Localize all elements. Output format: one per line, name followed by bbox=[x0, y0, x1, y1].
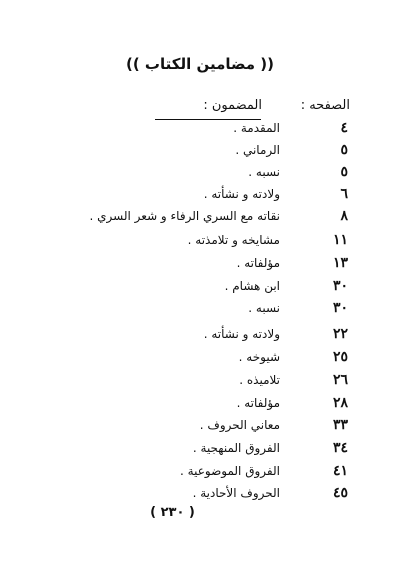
toc-page-number: ٣٠ bbox=[332, 278, 348, 294]
toc-entry: نسبه . bbox=[248, 301, 280, 315]
page-column-header: الصفحه : bbox=[300, 98, 350, 113]
toc-entry: المقدمة . bbox=[233, 121, 280, 135]
toc-header bbox=[150, 98, 350, 118]
toc-row bbox=[0, 255, 400, 275]
toc-entry: الحروف الأحادية . bbox=[192, 486, 280, 500]
toc-row bbox=[0, 372, 400, 392]
toc-page-number: ٢٦ bbox=[332, 372, 348, 388]
toc-row bbox=[0, 300, 400, 320]
toc-row bbox=[0, 440, 400, 460]
toc-entry: الفروق الموضوعية . bbox=[180, 464, 280, 478]
toc-entry: نسبه . bbox=[248, 165, 280, 179]
toc-row bbox=[0, 232, 400, 252]
toc-entry: نقاته مع السري الرفاء و شعر السري . bbox=[89, 209, 280, 223]
toc-row bbox=[0, 120, 400, 140]
toc-entry: ابن هشام . bbox=[224, 279, 280, 293]
toc-page-number: ١٣ bbox=[332, 255, 348, 271]
toc-entry: معاني الحروف . bbox=[199, 418, 280, 432]
page-title: (( مضامين الكتاب )) bbox=[125, 55, 275, 73]
toc-row bbox=[0, 395, 400, 415]
toc-entry: تلاميذه . bbox=[239, 373, 280, 387]
toc-page-number: ٢٢ bbox=[332, 326, 348, 342]
toc-entry: الرماني . bbox=[235, 143, 280, 157]
toc-row bbox=[0, 208, 400, 228]
table-of-contents bbox=[0, 120, 400, 500]
toc-entry: شيوخه . bbox=[238, 350, 280, 364]
toc-page-number: ٢٨ bbox=[332, 395, 348, 411]
page-number-footer: ( ٢٣٠ ) bbox=[150, 505, 195, 520]
toc-page-number: ٥ bbox=[340, 142, 348, 158]
toc-row bbox=[0, 326, 400, 346]
toc-row bbox=[0, 186, 400, 206]
toc-page-number: ٦ bbox=[340, 186, 348, 202]
toc-entry: الفروق المنهجية . bbox=[192, 441, 280, 455]
toc-row bbox=[0, 485, 400, 505]
toc-page-number: ١١ bbox=[332, 232, 348, 248]
toc-page-number: ٥ bbox=[340, 164, 348, 180]
toc-page-number: ٢٥ bbox=[332, 349, 348, 365]
toc-page-number: ٣٣ bbox=[332, 417, 348, 433]
toc-page-number: ٤٥ bbox=[332, 485, 348, 501]
toc-page-number: ٣٠ bbox=[332, 300, 348, 316]
toc-row bbox=[0, 164, 400, 184]
toc-row bbox=[0, 463, 400, 483]
toc-row bbox=[0, 349, 400, 369]
toc-entry: ولادته و نشأته . bbox=[203, 187, 280, 201]
toc-entry: ولادته و نشأته . bbox=[203, 327, 280, 341]
toc-entry: مشايخه و تلامذته . bbox=[187, 233, 280, 247]
content-column-header: المضمون : bbox=[203, 98, 262, 113]
toc-page-number: ٤ bbox=[340, 120, 348, 136]
toc-entry: مؤلفاته . bbox=[236, 396, 280, 410]
toc-page-number: ٨ bbox=[340, 208, 348, 224]
toc-row bbox=[0, 278, 400, 298]
toc-entry: مؤلفاته . bbox=[236, 256, 280, 270]
toc-row bbox=[0, 142, 400, 162]
toc-page-number: ٤١ bbox=[332, 463, 348, 479]
toc-page-number: ٣٤ bbox=[332, 440, 348, 456]
toc-row bbox=[0, 417, 400, 437]
